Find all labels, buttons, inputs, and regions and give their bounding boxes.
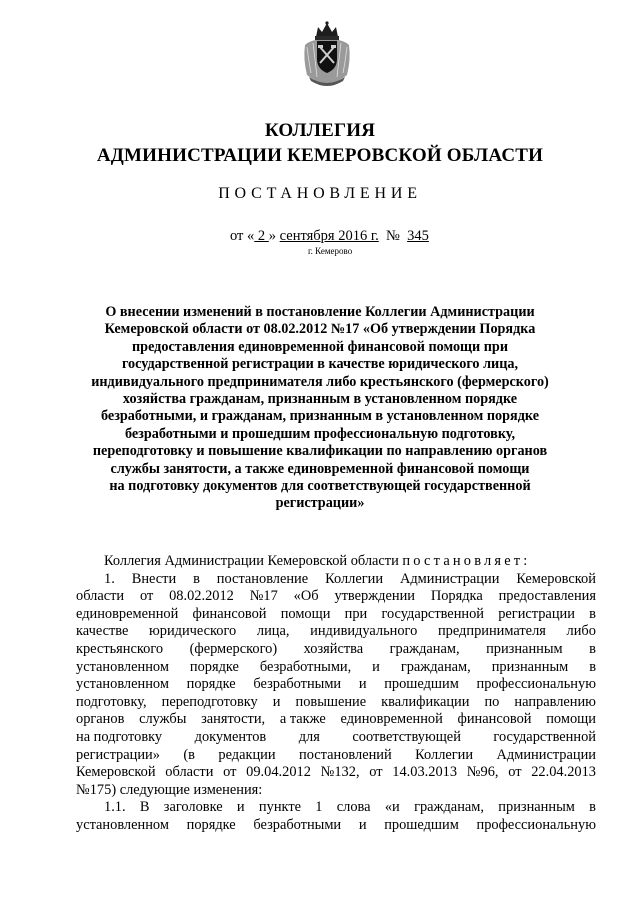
word: и (358, 676, 367, 693)
word: занятости, (201, 711, 266, 728)
word: 1.1. (104, 799, 126, 816)
word: направлению (514, 693, 596, 710)
word: №132, (320, 764, 360, 781)
word: Администрации (496, 746, 596, 763)
word: Администрации (399, 570, 500, 587)
word: Кемеровской (516, 570, 596, 587)
word: постановление (216, 570, 309, 587)
title-line: безработными, и гражданам, признанным в установленном порядке (101, 408, 539, 425)
word: а также (279, 711, 326, 728)
word: пункте (258, 799, 301, 816)
word: области (76, 588, 125, 605)
title-line: безработными и прошедшим профессиональную подготовку, (124, 425, 516, 442)
word: службы (139, 711, 187, 728)
word: профессиональную (476, 816, 596, 833)
word: в (193, 570, 200, 587)
word: установленном (76, 658, 169, 675)
body-line (76, 817, 596, 835)
word: №17 (249, 588, 278, 605)
word: (в (183, 746, 195, 763)
word: безработными (253, 676, 342, 693)
word: признанным (491, 658, 569, 675)
word: области (165, 764, 214, 781)
body-line (76, 606, 596, 624)
word: 1 (315, 799, 323, 816)
word: финансовой (457, 711, 532, 728)
word: в (589, 640, 596, 657)
title-line: предоставления единовременной финансовой помощи при (132, 338, 508, 355)
body-line (76, 747, 596, 765)
title-line: регистрации» (275, 495, 365, 512)
body-line (76, 799, 596, 817)
word: Порядка (430, 588, 483, 605)
word: и (358, 816, 367, 833)
title-line: на подготовку документов для соответствующей государственной (109, 478, 531, 495)
word: документов (194, 728, 267, 745)
coat-of-arms-icon (299, 19, 355, 89)
word: государственной (493, 728, 596, 745)
word: гражданам, (389, 640, 460, 657)
word: безработными (253, 816, 342, 833)
word: помощи (546, 711, 596, 728)
word: качестве (76, 623, 129, 640)
body-line (76, 641, 596, 659)
word: в (589, 658, 596, 675)
title-line: Кемеровской области от 08.02.2012 №17 «Об утверждении Порядка (104, 321, 536, 338)
word: постановлений (299, 746, 392, 763)
word: лица, (256, 623, 290, 640)
word: признанным (498, 799, 575, 816)
word: гражданам, (400, 658, 471, 675)
word: предпринимателя (437, 623, 546, 640)
word: утверждении (334, 588, 415, 605)
word: индивидуального (310, 623, 418, 640)
word: прошедшим (384, 676, 459, 693)
organization-name-line2: АДМИНИСТРАЦИИ КЕМЕРОВСКОЙ ОБЛАСТИ (96, 145, 544, 166)
word: единовременной (76, 605, 179, 622)
word: для (298, 728, 320, 745)
body-line (76, 623, 596, 641)
word: установленном (76, 676, 169, 693)
word: заголовке (163, 799, 223, 816)
number-sign: № (386, 228, 400, 244)
word: подготовку, (76, 693, 147, 710)
item-1-last-line: №175) следующие изменения: (76, 781, 263, 798)
word: 1. (104, 570, 115, 587)
word: Коллегии (325, 570, 384, 587)
word: безработными, (259, 658, 352, 675)
word: помощи (280, 605, 331, 622)
word: в (589, 605, 596, 622)
word: от (508, 764, 522, 781)
body-line (76, 676, 596, 694)
word: 09.04.2012 (246, 764, 311, 781)
document-type: ПОСТАНОВЛЕНИЕ (218, 185, 422, 202)
word: Коллегии (415, 746, 474, 763)
word: порядке (189, 658, 239, 675)
word: и (272, 693, 281, 710)
word: профессиональную (476, 676, 596, 693)
body-line (76, 711, 596, 729)
date-month-year: сентября 2016 г. (279, 228, 379, 244)
title-line: государственной регистрации в качестве юридического лица, (121, 356, 519, 373)
body-line (76, 764, 596, 782)
word: на подготовку (76, 728, 163, 745)
document-body (76, 553, 596, 835)
word: слова (336, 799, 371, 816)
word: Кемеровской (76, 764, 156, 781)
word: юридического (149, 623, 237, 640)
title-line: службы занятости, а также единовременной финансовой помощи (110, 460, 530, 477)
document-title (70, 304, 570, 513)
word: по (484, 693, 500, 710)
word: Внести (131, 570, 177, 587)
body-line (76, 694, 596, 712)
date-prefix: от (230, 228, 244, 244)
date-number-line (230, 228, 429, 245)
word: переподготовку (161, 693, 258, 710)
word: единовременной (340, 711, 443, 728)
title-line: О внесении изменений в постановление Коллегии Администрации (105, 304, 535, 320)
body-line (76, 729, 596, 747)
word: предоставления (498, 588, 596, 605)
word: порядке (186, 676, 236, 693)
word: 14.03.2013 (392, 764, 458, 781)
word: при (344, 605, 368, 622)
word: порядке (186, 816, 236, 833)
word: регистрации» (76, 746, 160, 763)
body-line (76, 571, 596, 589)
word: либо (566, 623, 596, 640)
body-line (76, 588, 596, 606)
date-day: 2 (254, 228, 269, 244)
title-line: хозяйства гражданам, признанным в установленном порядке (122, 391, 518, 408)
coat-of-arms-emblem (299, 19, 355, 89)
word: от (369, 764, 383, 781)
word: и (236, 799, 245, 816)
word: квалификации (381, 693, 470, 710)
word: регистрации (498, 605, 575, 622)
word: установленном (76, 816, 169, 833)
word: редакции (218, 746, 276, 763)
title-line: переподготовку и повышение квалификации по направлению органов (92, 443, 548, 460)
word: повышение (295, 693, 367, 710)
word: прошедшим (384, 816, 459, 833)
document-number: 345 (407, 228, 429, 244)
word: «и (384, 799, 400, 816)
word: государственной (381, 605, 484, 622)
word: органов (76, 711, 125, 728)
word: финансовой (192, 605, 267, 622)
city-name: г. Кемерово (308, 246, 353, 256)
title-line: индивидуального предпринимателя либо крестьянского (фермерского) (91, 373, 549, 390)
word: крестьянского (76, 640, 164, 657)
word: В (139, 799, 150, 816)
word: (фермерского) (189, 640, 278, 657)
word: от (139, 588, 154, 605)
word: соответствующей (352, 728, 461, 745)
intro-paragraph (76, 553, 596, 571)
word: 22.04.2013 (531, 764, 596, 781)
intro-spaced-word: постановляет: (402, 553, 531, 569)
word: 08.02.2012 (169, 588, 234, 605)
item-1-paragraph (76, 571, 596, 782)
body-line (76, 659, 596, 677)
word: №96, (466, 764, 499, 781)
date-quote-close: » (268, 228, 277, 244)
date-quote-open: « (247, 228, 255, 244)
organization-name-line1: КОЛЛЕГИЯ (264, 120, 376, 141)
word: от (223, 764, 237, 781)
word: в (589, 799, 596, 816)
word: хозяйства (303, 640, 364, 657)
word: «Об (293, 588, 319, 605)
word: признанным (486, 640, 563, 657)
word: и (372, 658, 380, 675)
intro-text: Коллегия Администрации Кемеровской области (104, 553, 399, 569)
word: гражданам, (414, 799, 484, 816)
item-1-1-paragraph (76, 799, 596, 834)
